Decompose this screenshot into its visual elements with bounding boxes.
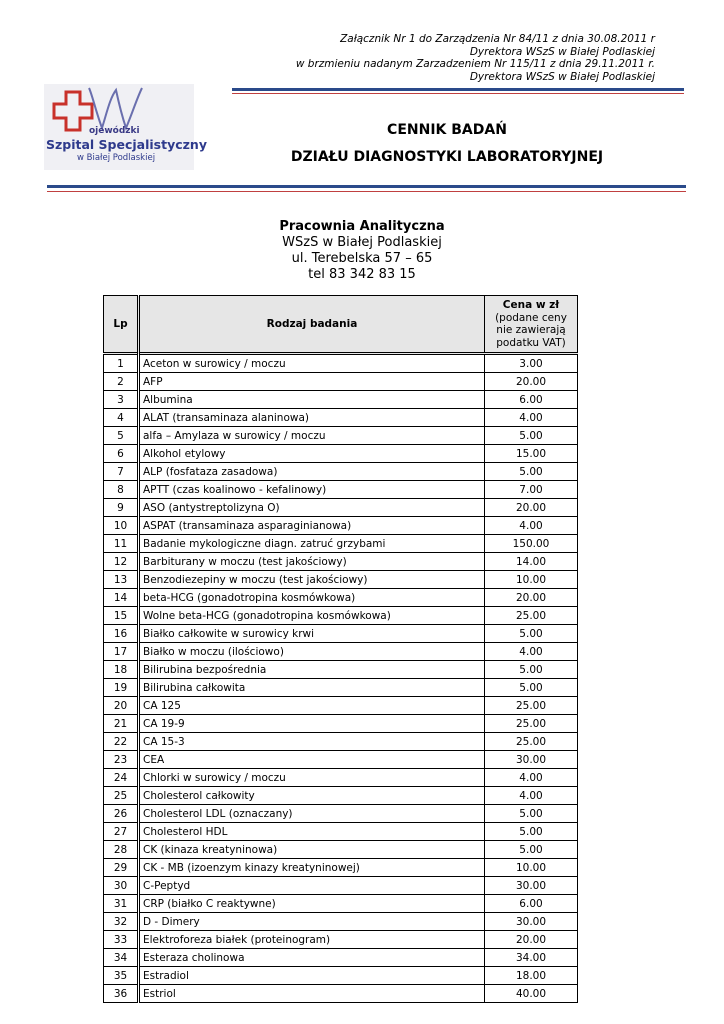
row-lp: 14: [104, 589, 139, 607]
row-test-name: Estriol: [139, 985, 485, 1003]
table-row: [104, 985, 578, 1003]
row-lp: 21: [104, 715, 139, 733]
row-test-name: beta-HCG (gonadotropina kosmówkowa): [139, 589, 485, 607]
row-test-name: CEA: [139, 751, 485, 769]
row-lp: 17: [104, 643, 139, 661]
row-price: 10.00: [485, 859, 578, 877]
header-price-title: Cena w zł: [502, 299, 560, 311]
row-price: 4.00: [485, 769, 578, 787]
table-row: [104, 463, 578, 481]
table-row: [104, 949, 578, 967]
row-lp: 36: [104, 985, 139, 1003]
row-price: 25.00: [485, 607, 578, 625]
lab-org: WSzS w Białej Podlaskiej: [282, 235, 442, 250]
row-lp: 2: [104, 373, 139, 391]
table-row: [104, 517, 578, 535]
row-price: 4.00: [485, 787, 578, 805]
divider: [47, 185, 686, 188]
attachment-note: [296, 33, 655, 83]
row-lp: 12: [104, 553, 139, 571]
row-lp: 30: [104, 877, 139, 895]
row-lp: 35: [104, 967, 139, 985]
row-price: 5.00: [485, 427, 578, 445]
row-price: 7.00: [485, 481, 578, 499]
logo-text-hospital: Szpital Specjalistyczny: [46, 137, 207, 152]
table-row: [104, 499, 578, 517]
row-price: 25.00: [485, 715, 578, 733]
row-price: 30.00: [485, 913, 578, 931]
table-row: [104, 553, 578, 571]
table-row: [104, 643, 578, 661]
row-test-name: Wolne beta-HCG (gonadotropina kosmówkowa): [139, 607, 485, 625]
row-lp: 24: [104, 769, 139, 787]
row-lp: 31: [104, 895, 139, 913]
table-row: [104, 427, 578, 445]
table-row: [104, 697, 578, 715]
row-price: 5.00: [485, 841, 578, 859]
row-lp: 7: [104, 463, 139, 481]
lab-info: [0, 219, 724, 283]
row-lp: 25: [104, 787, 139, 805]
row-price: 18.00: [485, 967, 578, 985]
row-lp: 3: [104, 391, 139, 409]
row-price: 30.00: [485, 877, 578, 895]
row-test-name: CK - MB (izoenzym kinazy kreatyninowej): [139, 859, 485, 877]
row-test-name: D - Dimery: [139, 913, 485, 931]
row-price: 6.00: [485, 391, 578, 409]
row-test-name: Cholesterol całkowity: [139, 787, 485, 805]
row-price: 4.00: [485, 409, 578, 427]
row-lp: 27: [104, 823, 139, 841]
table-row: [104, 931, 578, 949]
row-price: 10.00: [485, 571, 578, 589]
table-row: [104, 967, 578, 985]
row-lp: 5: [104, 427, 139, 445]
table-row: [104, 877, 578, 895]
row-test-name: APTT (czas koalinowo - kefalinowy): [139, 481, 485, 499]
row-lp: 32: [104, 913, 139, 931]
row-price: 5.00: [485, 679, 578, 697]
logo-text-city: w Białej Podlaskiej: [77, 153, 156, 163]
table-row: [104, 409, 578, 427]
table-row: [104, 823, 578, 841]
document-subtitle: DZIAŁU DIAGNOSTYKI LABORATORYJNEJ: [290, 149, 604, 165]
row-lp: 11: [104, 535, 139, 553]
row-test-name: Alkohol etylowy: [139, 445, 485, 463]
row-price: 5.00: [485, 661, 578, 679]
row-price: 150.00: [485, 535, 578, 553]
lab-phone: tel 83 342 83 15: [308, 267, 416, 282]
row-price: 5.00: [485, 805, 578, 823]
divider: [232, 88, 684, 91]
table-row: [104, 354, 578, 373]
row-lp: 10: [104, 517, 139, 535]
row-price: 20.00: [485, 589, 578, 607]
row-lp: 1: [104, 354, 139, 373]
row-lp: 18: [104, 661, 139, 679]
row-test-name: CA 19-9: [139, 715, 485, 733]
row-test-name: ASPAT (transaminaza asparaginianowa): [139, 517, 485, 535]
row-price: 25.00: [485, 733, 578, 751]
attachment-note-line: Załącznik Nr 1 do Zarządzenia Nr 84/11 z dnia 30.08.2011 r: [340, 33, 655, 45]
row-lp: 29: [104, 859, 139, 877]
row-test-name: CK (kinaza kreatyninowa): [139, 841, 485, 859]
lab-name: Pracownia Analityczna: [279, 219, 445, 234]
row-test-name: Barbiturany w moczu (test jakościowy): [139, 553, 485, 571]
row-price: 20.00: [485, 373, 578, 391]
row-lp: 34: [104, 949, 139, 967]
row-lp: 22: [104, 733, 139, 751]
row-test-name: Białko całkowite w surowicy krwi: [139, 625, 485, 643]
row-lp: 13: [104, 571, 139, 589]
row-price: 6.00: [485, 895, 578, 913]
attachment-note-line: Dyrektora WSzS w Białej Podlaskiej: [469, 70, 655, 83]
row-price: 40.00: [485, 985, 578, 1003]
table-row: [104, 391, 578, 409]
row-lp: 20: [104, 697, 139, 715]
divider: [47, 191, 686, 192]
row-price: 20.00: [485, 931, 578, 949]
lab-address: ul. Terebelska 57 – 65: [291, 251, 433, 266]
table-row: [104, 715, 578, 733]
row-lp: 33: [104, 931, 139, 949]
header-price: [485, 296, 578, 354]
table-header-row: [104, 296, 578, 354]
row-test-name: AFP: [139, 373, 485, 391]
table-row: [104, 769, 578, 787]
header-price-note: (podane ceny nie zawierają podatku VAT): [495, 311, 567, 349]
table-row: [104, 607, 578, 625]
row-price: 3.00: [485, 354, 578, 373]
table-row: [104, 841, 578, 859]
row-lp: 8: [104, 481, 139, 499]
table-row: [104, 859, 578, 877]
row-test-name: ALP (fosfataza zasadowa): [139, 463, 485, 481]
row-lp: 6: [104, 445, 139, 463]
row-lp: 4: [104, 409, 139, 427]
row-test-name: Elektroforeza białek (proteinogram): [139, 931, 485, 949]
row-test-name: ALAT (transaminaza alaninowa): [139, 409, 485, 427]
row-price: 34.00: [485, 949, 578, 967]
row-price: 14.00: [485, 553, 578, 571]
table-row: [104, 445, 578, 463]
table-row: [104, 733, 578, 751]
row-test-name: Aceton w surowicy / moczu: [139, 354, 485, 373]
row-test-name: Bilirubina bezpośrednia: [139, 661, 485, 679]
header-test-name: Rodzaj badania: [139, 296, 485, 354]
row-test-name: Albumina: [139, 391, 485, 409]
row-test-name: Benzodiezepiny w moczu (test jakościowy): [139, 571, 485, 589]
divider: [232, 93, 684, 94]
row-test-name: ASO (antystreptolizyna O): [139, 499, 485, 517]
table-row: [104, 589, 578, 607]
price-table: [103, 295, 578, 1003]
row-test-name: CA 125: [139, 697, 485, 715]
row-price: 4.00: [485, 643, 578, 661]
table-row: [104, 625, 578, 643]
row-price: 4.00: [485, 517, 578, 535]
table-row: [104, 373, 578, 391]
table-row: [104, 661, 578, 679]
document-title: CENNIK BADAŃ: [387, 122, 507, 138]
row-price: 5.00: [485, 463, 578, 481]
table-row: [104, 679, 578, 697]
row-test-name: Cholesterol LDL (oznaczany): [139, 805, 485, 823]
row-lp: 28: [104, 841, 139, 859]
row-lp: 26: [104, 805, 139, 823]
row-lp: 23: [104, 751, 139, 769]
row-lp: 19: [104, 679, 139, 697]
row-price: 30.00: [485, 751, 578, 769]
table-row: [104, 571, 578, 589]
table-row: [104, 787, 578, 805]
table-row: [104, 481, 578, 499]
attachment-note-line: w brzmieniu nadanym Zarzadzeniem Nr 115/11 z dnia 29.11.2011 r.: [295, 58, 655, 70]
row-price: 5.00: [485, 625, 578, 643]
row-test-name: alfa – Amylaza w surowicy / moczu: [139, 427, 485, 445]
row-price: 20.00: [485, 499, 578, 517]
row-lp: 15: [104, 607, 139, 625]
row-test-name: Estradiol: [139, 967, 485, 985]
row-test-name: CA 15-3: [139, 733, 485, 751]
row-test-name: C-Peptyd: [139, 877, 485, 895]
row-lp: 9: [104, 499, 139, 517]
row-price: 5.00: [485, 823, 578, 841]
table-row: [104, 535, 578, 553]
row-test-name: Chlorki w surowicy / moczu: [139, 769, 485, 787]
header-lp: Lp: [104, 296, 139, 354]
table-row: [104, 751, 578, 769]
table-row: [104, 895, 578, 913]
row-price: 15.00: [485, 445, 578, 463]
logo-text-wojewodzki: ojewódzki: [89, 126, 140, 136]
row-test-name: Białko w moczu (ilościowo): [139, 643, 485, 661]
row-test-name: Esteraza cholinowa: [139, 949, 485, 967]
table-row: [104, 913, 578, 931]
row-price: 25.00: [485, 697, 578, 715]
row-test-name: Bilirubina całkowita: [139, 679, 485, 697]
row-test-name: Badanie mykologiczne diagn. zatruć grzybami: [139, 535, 485, 553]
row-lp: 16: [104, 625, 139, 643]
row-test-name: CRP (białko C reaktywne): [139, 895, 485, 913]
row-test-name: Cholesterol HDL: [139, 823, 485, 841]
table-row: [104, 805, 578, 823]
attachment-note-line: Dyrektora WSzS w Białej Podlaskiej: [469, 45, 655, 58]
